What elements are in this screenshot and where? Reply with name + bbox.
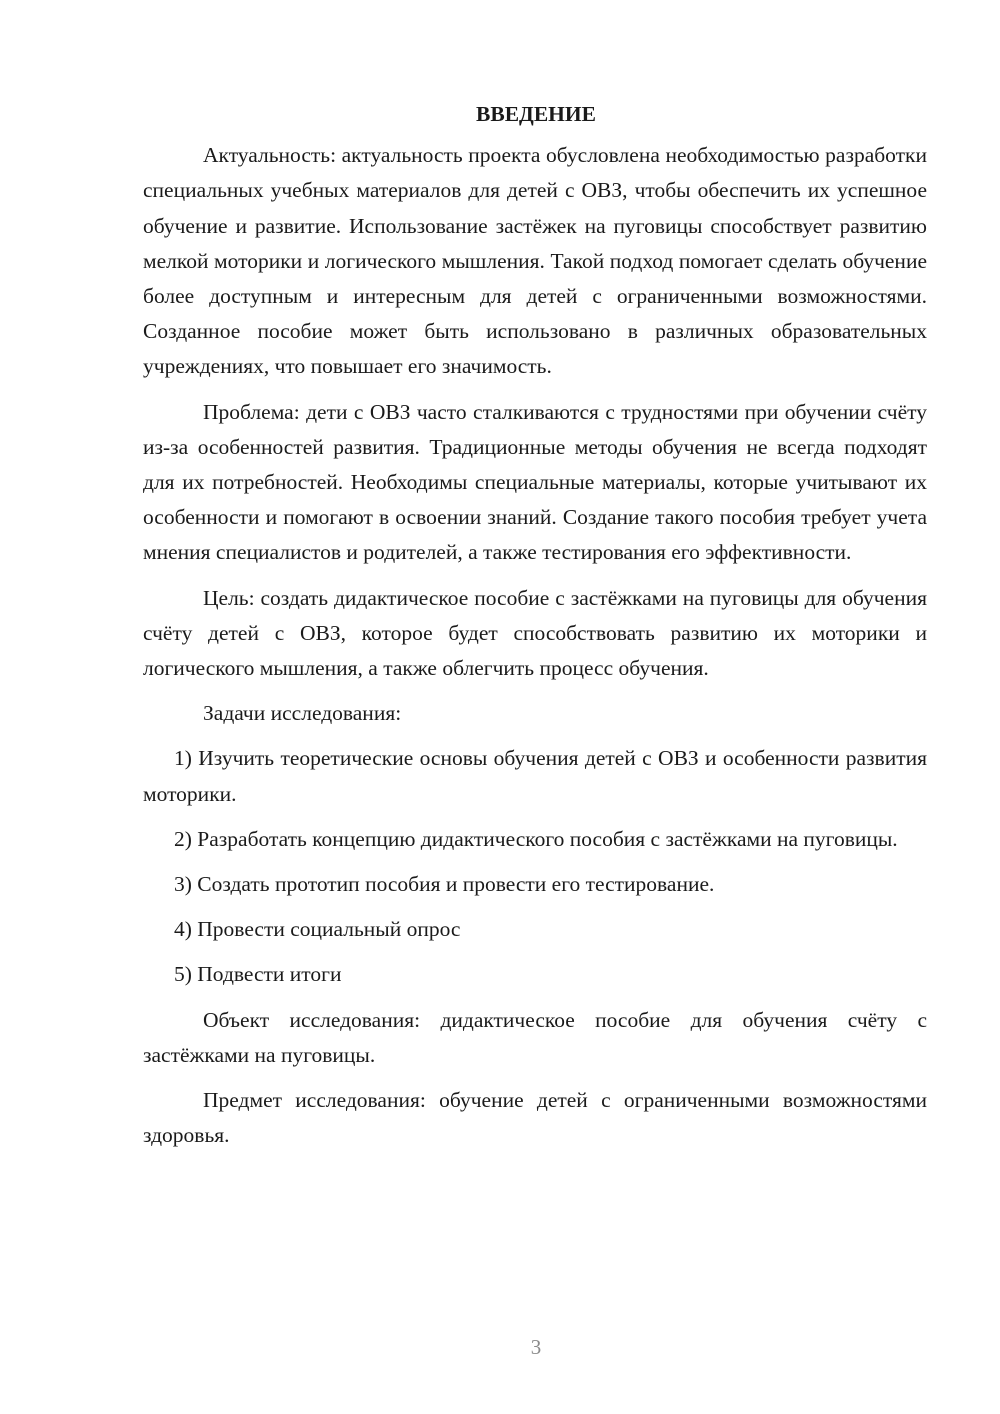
page-title: ВВЕДЕНИЕ bbox=[476, 102, 596, 126]
paragraph-relevance: Актуальность: актуальность проекта обусловлена необходимостью разработки специальных учебных материалов для детей с ОВЗ, чтобы обеспечить их успешное обучение и развитие. Использование застёжек на пуговицы способствует развитию мелкой моторики и логического мышления. Такой подход помогает сделать обучение более доступным и интересным для детей с ограниченными возможностями. Созданное пособие может быть использовано в различных образовательных учреждениях, что повышает его значимость. bbox=[143, 143, 927, 379]
paragraph-object: Объект исследования: дидактическое пособие для обучения счёту с застёжками на пуговицы. bbox=[143, 1007, 927, 1067]
paragraph-goal: Цель: создать дидактическое пособие с застёжками на пуговицы для обучения счёту детей с ОВЗ, которое будет способствовать развитию их моторики и логического мышления, а также облегчить процесс обучения. bbox=[143, 585, 927, 681]
tasks-heading: Задачи исследования: bbox=[203, 701, 402, 726]
page-number: 3 bbox=[530, 1335, 542, 1359]
task-item-3: 3) Создать прототип пособия и провести его тестирование. bbox=[174, 872, 715, 897]
paragraph-subject: Предмет исследования: обучение детей с ограниченными возможностями здоровья. bbox=[143, 1088, 927, 1148]
task-item-4: 4) Провести социальный опрос bbox=[174, 917, 461, 942]
task-item-2: 2) Разработать концепцию дидактического пособия с застёжками на пуговицы. bbox=[174, 826, 898, 851]
task-item-5: 5) Подвести итоги bbox=[174, 962, 342, 987]
task-item-1: 1) Изучить теоретические основы обучения детей с ОВЗ и особенности развития моторики. bbox=[143, 746, 927, 806]
paragraph-problem: Проблема: дети с ОВЗ часто сталкиваются с трудностями при обучении счёту из-за особенностей развития. Традиционные методы обучения не всегда подходят для их потребностей. Необходимы специальные материалы, которые учитывают их особенности и помогают в освоении знаний. Создание такого пособия требует учета мнения специалистов и родителей, а также тестирования его эффективности. bbox=[143, 399, 927, 565]
document-body bbox=[143, 97, 927, 1153]
